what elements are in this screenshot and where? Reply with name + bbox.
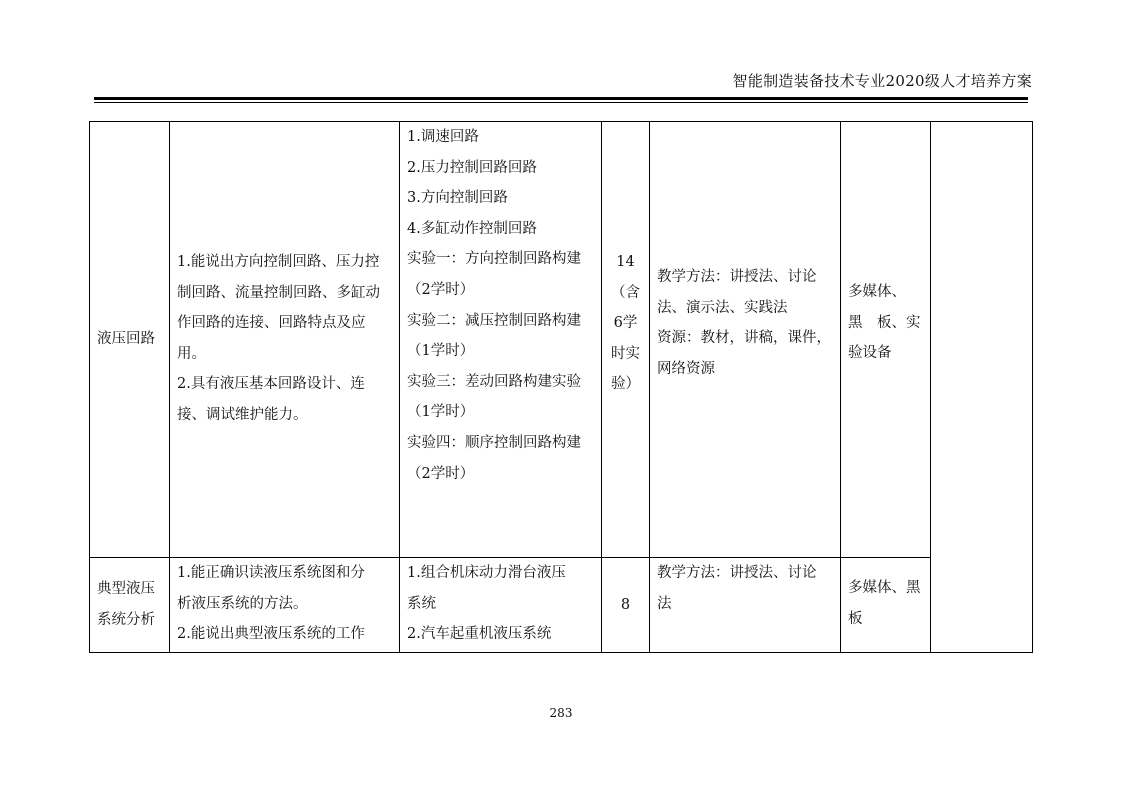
equipment-line: 多媒体、 bbox=[848, 284, 906, 300]
content-line: 实验三：差动回路构建实验 bbox=[407, 373, 581, 390]
content-line: 2.汽车起重机液压系统 bbox=[407, 626, 552, 643]
document-header-title: 智能制造装备技术专业2020级人才培养方案 bbox=[732, 72, 1032, 90]
contents-cell bbox=[400, 122, 602, 558]
methods-cell bbox=[650, 122, 841, 558]
content-line: （1学时） bbox=[407, 343, 475, 360]
content-line: 2.压力控制回路回路 bbox=[407, 159, 537, 176]
method-line: 资源：教材，讲稿，课件， bbox=[657, 330, 831, 347]
objective-line: 接、调试维护能力。 bbox=[177, 406, 308, 423]
hours-line: 时实 bbox=[611, 345, 640, 362]
content-line: 1.调速回路 bbox=[407, 129, 479, 145]
method-line: 法 bbox=[657, 595, 672, 612]
content-line: （2学时） bbox=[407, 281, 475, 298]
hours-line: 6学 bbox=[613, 315, 638, 332]
objective-line: 用。 bbox=[177, 345, 206, 362]
hours-line: （含 bbox=[611, 284, 640, 301]
remarks-cell bbox=[931, 122, 1033, 653]
hours-line: 验） bbox=[611, 376, 640, 393]
module-cell bbox=[90, 558, 170, 653]
table-row bbox=[90, 122, 1033, 558]
equipment-line: 验设备 bbox=[848, 345, 892, 362]
objective-line: 作回路的连接、回路特点及应 bbox=[177, 315, 366, 332]
content-line: 实验二：减压控制回路构建 bbox=[407, 312, 581, 329]
objective-line: 制回路、流量控制回路、多缸动 bbox=[177, 284, 380, 301]
hours-line: 8 bbox=[620, 596, 631, 613]
table-row bbox=[90, 558, 1033, 653]
equipment-line: 板 bbox=[848, 610, 863, 627]
objectives-cell bbox=[170, 122, 400, 558]
content-line: 4.多缸动作控制回路 bbox=[407, 220, 537, 237]
module-name: 液压回路 bbox=[97, 331, 155, 348]
content-line: （2学时） bbox=[407, 465, 475, 482]
methods-cell bbox=[650, 558, 841, 653]
objectives-cell bbox=[170, 558, 400, 653]
content-line: 3.方向控制回路 bbox=[407, 190, 508, 207]
objective-line: 2.具有液压基本回路设计、连 bbox=[177, 376, 365, 393]
content-line: 系统 bbox=[407, 595, 436, 612]
module-name: 系统分析 bbox=[97, 612, 155, 628]
method-line: 网络资源 bbox=[657, 360, 715, 377]
equipment-line: 黑 板、实 bbox=[848, 314, 921, 331]
content-line: 1.组合机床动力滑台液压 bbox=[407, 565, 566, 581]
objective-line: 2.能说出典型液压系统的工作 bbox=[177, 626, 365, 643]
objective-line: 析液压系统的方法。 bbox=[177, 595, 308, 612]
equipment-cell bbox=[841, 122, 931, 558]
objective-line: 1.能正确识读液压系统图和分 bbox=[177, 565, 365, 581]
hours-cell bbox=[602, 122, 650, 558]
content-line: 实验一：方向控制回路构建 bbox=[407, 251, 581, 268]
method-line: 教学方法：讲授法、讨论 bbox=[657, 565, 817, 581]
objective-line: 1.能说出方向控制回路、压力控 bbox=[177, 254, 380, 270]
module-cell bbox=[90, 122, 170, 558]
content-line: 实验四：顺序控制回路构建 bbox=[407, 434, 581, 451]
page-number: 283 bbox=[549, 706, 573, 720]
contents-cell bbox=[400, 558, 602, 653]
hours-cell bbox=[602, 558, 650, 653]
method-line: 教学方法：讲授法、讨论 bbox=[657, 269, 817, 285]
equipment-cell bbox=[841, 558, 931, 653]
method-line: 法、演示法、实践法 bbox=[657, 299, 788, 316]
hours-line: 14 bbox=[616, 254, 635, 270]
course-table bbox=[89, 121, 1033, 653]
module-name: 典型液压 bbox=[97, 581, 155, 598]
content-line: （1学时） bbox=[407, 404, 475, 421]
header-rule bbox=[94, 97, 1028, 103]
equipment-line: 多媒体、黑 bbox=[848, 580, 921, 596]
